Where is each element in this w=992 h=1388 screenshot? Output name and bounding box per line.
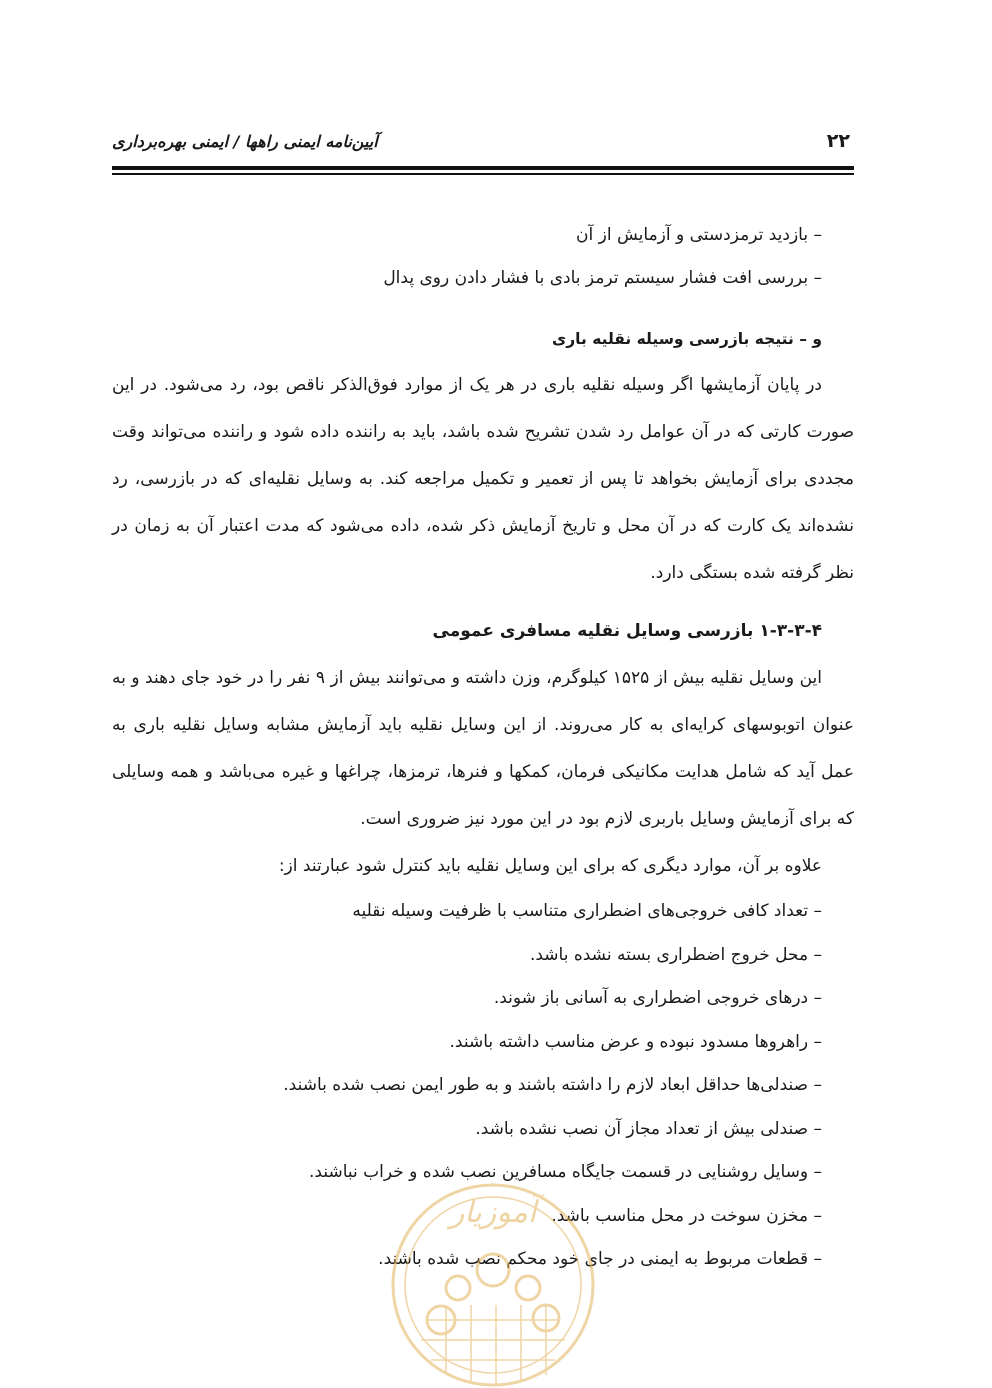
- list-item: – صندلی بیش از تعداد مجاز آن نصب نشده باشد.: [475, 1118, 822, 1139]
- subheading-inspection-result: و – نتیجه بازرسی وسیله نقلیه باری: [552, 330, 822, 348]
- list-item: – مخزن سوخت در محل مناسب باشد.: [551, 1205, 822, 1226]
- list-item: – وسایل روشنایی در قسمت جایگاه مسافرین نصب شده و خراب نباشند.: [309, 1162, 822, 1182]
- page-header: [112, 128, 854, 160]
- list-item: – تعداد کافی خروجی‌های اضطراری متناسب با ظرفیت وسیله نقلیه: [352, 901, 822, 921]
- list-item: – صندلی‌ها حداقل ابعاد لازم را داشته باشند و به طور ایمن نصب شده باشند.: [283, 1075, 822, 1095]
- publisher-seal-icon: [386, 1170, 600, 1388]
- watermark-text: آموزیار: [449, 1195, 537, 1230]
- paragraph-passenger-vehicles: این وسایل نقلیه بیش از ۱۵۲۵ کیلوگرم، وزن داشته و می‌توانند بیش از ۹ نفر را در خود جای دهند و به عنوان اتوبوسهای کرایه‌ای به کار می‌روند. از این وسایل نقلیه باید آزمایش مشابه وسایل نقلیه باری به عمل آید که شامل هدایت مکانیکی فرمان، کمکها و فنرها، ترمزها، چراغها و غیره می‌باشد و همه وسایلی که برای آزمایش وسایل باربری لازم بود در این مورد نیز ضروری است.: [112, 668, 854, 829]
- list-item: – بررسی افت فشار سیستم ترمز بادی با فشار دادن روی پدال: [383, 268, 822, 288]
- list-item: – قطعات مربوط به ایمنی در جای خود محکم نصب شده باشند.: [378, 1249, 822, 1269]
- list-item: – راهروها مسدود نبوده و عرض مناسب داشته باشند.: [449, 1031, 822, 1052]
- brake-checks-list: [112, 214, 854, 300]
- checklist-intro: علاوه بر آن، موارد دیگری که برای این وسایل نقلیه باید کنترل شود عبارتند از:: [278, 856, 822, 876]
- header-rule-thick: [112, 166, 854, 170]
- paragraph-inspection-result: در پایان آزمایشها اگر وسیله نقلیه باری در هر یک از موارد فوق‌الذکر ناقص بود، رد می‌شود. در این صورت کارتی که در آن عوامل رد شدن تشریح شده باشد، باید به راننده داده شود و راننده می‌تواند وقت مجددی برای آزمایش بخواهد تا پس از تعمیر و تکمیل مراجعه کند. به وسایل نقلیه‌ای که در بازرسی، رد نشده‌اند یک کارت که در آن محل و تاریخ آزمایش ذکر شده، داده می‌شود که مدت اعتبار آن به زمان در نظر گرفته شده بستگی دارد.: [112, 375, 854, 583]
- running-title: آیین‌نامه ایمنی راهها / ایمنی بهره‌برداری: [112, 132, 378, 151]
- list-item: – محل خروج اضطراری بسته نشده باشد.: [529, 944, 822, 965]
- page-body: [112, 214, 854, 1282]
- header-rule-thin: [112, 173, 854, 175]
- section-heading: ۱-۳-۳-۴ بازرسی وسایل نقلیه مسافری عمومی: [432, 621, 822, 641]
- list-item: – بازدید ترمزدستی و آزمایش از آن: [576, 225, 822, 245]
- page-number: ۲۲: [826, 130, 850, 152]
- list-item: – درهای خروجی اضطراری به آسانی باز شوند.: [493, 988, 822, 1008]
